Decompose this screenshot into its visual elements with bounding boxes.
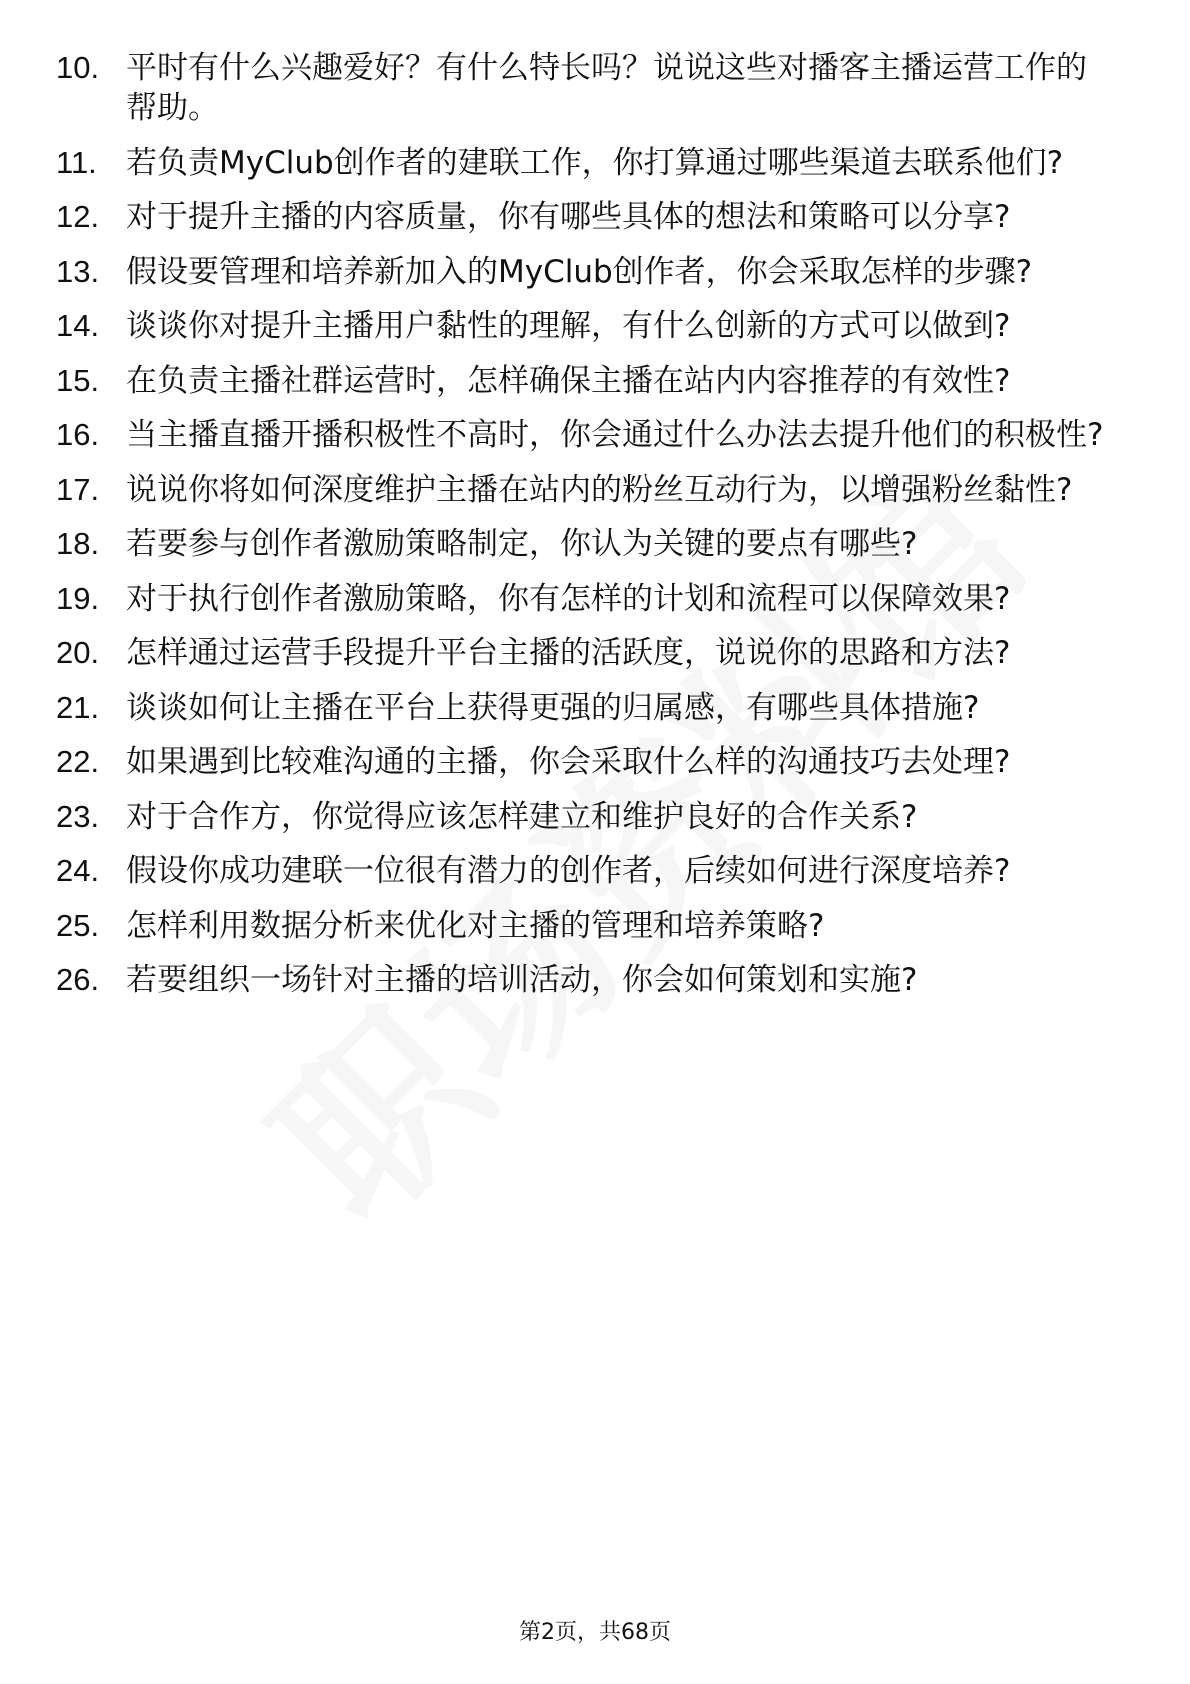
list-item [0,579,1190,619]
question-number: 12. [56,199,100,234]
question-text: 平时有什么兴趣爱好？有什么特长吗？说说这些对播客主播运营工作的帮助。 [126,50,1087,126]
question-text: 在负责主播社群运营时，怎样确保主播在站内内容推荐的有效性? [126,362,1011,399]
list-item [0,633,1190,673]
question-text: 怎样利用数据分析来优化对主播的管理和培养策略? [126,907,825,944]
question-number: 24. [56,853,100,888]
question-number: 21. [56,689,100,725]
list-item [0,470,1190,510]
question-number: 26. [56,962,100,997]
question-text: 怎样通过运营手段提升平台主播的活跃度，说说你的思路和方法? [126,635,1011,671]
question-number: 11. [56,144,97,180]
question-text: 对于执行创作者激励策略，你有怎样的计划和流程可以保障效果? [126,580,1011,617]
question-number: 15. [56,362,100,398]
question-number: 13. [56,253,100,289]
list-item [0,48,1190,128]
question-number: 14. [56,308,100,343]
question-number: 20. [56,635,100,670]
list-item [0,361,1190,401]
question-text: 谈谈你对提升主播用户黏性的理解，有什么创新的方式可以做到? [126,308,1011,344]
question-number: 10. [56,50,100,85]
question-text: 如果遇到比较难沟通的主播，你会采取什么样的沟通技巧去处理? [126,744,1011,780]
question-number: 22. [56,744,100,779]
question-number: 19. [56,580,100,616]
list-item [0,197,1190,237]
page-footer: 第2页，共68页 [519,1620,671,1645]
question-text: 对于合作方，你觉得应该怎样建立和维护良好的合作关系? [126,798,918,835]
question-text: 若负责MyClub创作者的建联工作，你打算通过哪些渠道去联系他们? [126,144,1064,181]
list-item [0,524,1190,564]
question-text: 谈谈如何让主播在平台上获得更强的归属感，有哪些具体措施? [126,689,980,726]
list-item [0,688,1190,728]
list-item [0,252,1190,292]
question-text: 对于提升主播的内容质量，你有哪些具体的想法和策略可以分享? [126,199,1011,235]
question-text: 当主播直播开播积极性不高时，你会通过什么办法去提升他们的积极性? [126,417,1104,453]
list-item [0,906,1190,946]
list-item [0,742,1190,782]
list-item [0,851,1190,891]
list-item [0,415,1190,455]
question-text: 说说你将如何深度维护主播在站内的粉丝互动行为，以增强粉丝黏性? [126,471,1073,508]
question-list [0,48,1190,1015]
question-text: 若要组织一场针对主播的培训活动，你会如何策划和实施? [126,962,918,998]
question-number: 23. [56,798,100,834]
question-text: 若要参与创作者激励策略制定，你认为关键的要点有哪些? [126,526,918,562]
question-number: 25. [56,907,100,943]
list-item [0,960,1190,1000]
list-item [0,143,1190,183]
question-number: 16. [56,417,100,452]
list-item [0,306,1190,346]
question-number: 18. [56,526,100,561]
question-text: 假设要管理和培养新加入的MyClub创作者，你会采取怎样的步骤? [126,253,1033,290]
question-number: 17. [56,471,100,507]
list-item [0,797,1190,837]
question-text: 假设你成功建联一位很有潜力的创作者，后续如何进行深度培养? [126,853,1011,889]
